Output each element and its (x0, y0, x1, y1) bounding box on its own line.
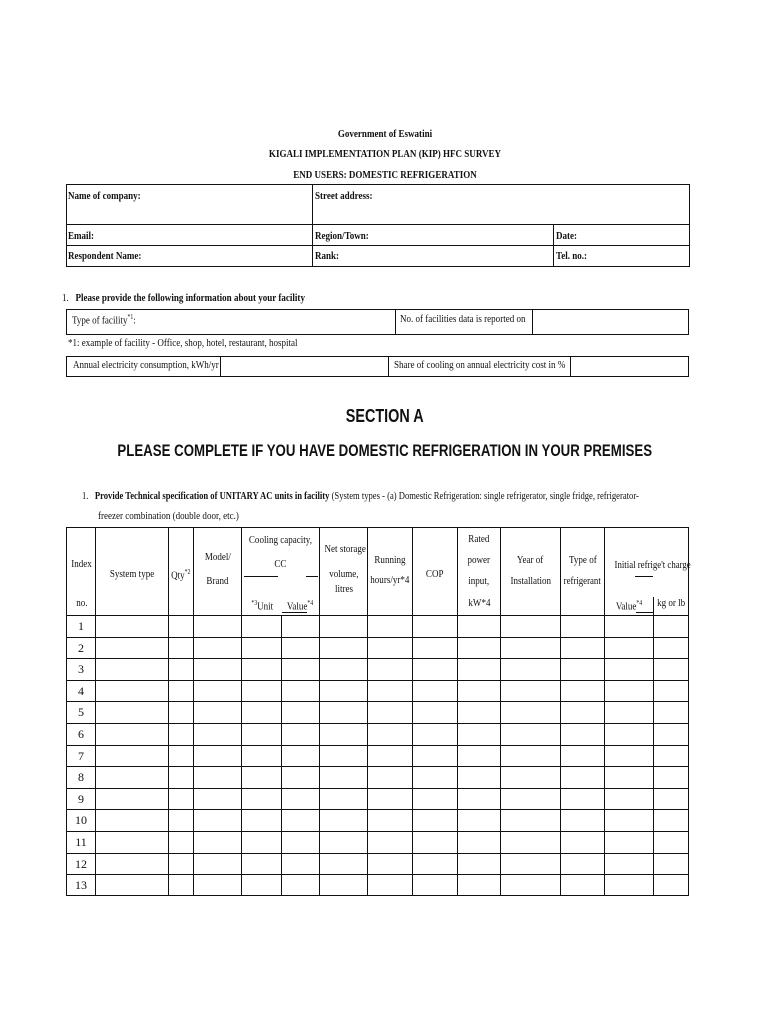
header-input: input, (468, 575, 490, 587)
question-1-text-cont: freezer combination (double door, etc.) (98, 510, 239, 522)
header-cooling-capacity: Cooling capacity, (248, 534, 312, 546)
header-net-storage: Net storage (324, 543, 366, 555)
table-row (66, 701, 689, 702)
table-row (66, 637, 689, 638)
email-label: Email: (68, 230, 95, 242)
header-running-hours: hours/yr*4 (370, 574, 410, 586)
row-index: 11 (75, 835, 87, 849)
row-index: 4 (78, 683, 84, 698)
survey-subtitle: END USERS: DOMESTIC REFRIGERATION (293, 169, 477, 181)
government-title: Government of Eswatini (337, 128, 433, 140)
row-index: 9 (78, 791, 84, 806)
row-index: 6 (78, 727, 84, 741)
question-1-text: 1. Provide Technical specification of UNITARY AC units in facility (System types - (a) Domestic Refrigeration: single refrigerator, single fridge, refrigerator- (82, 490, 639, 502)
header-index: Index (71, 558, 92, 570)
facility-count-label: No. of facilities data is reported on (400, 313, 526, 325)
header-litres: litres (334, 583, 353, 595)
header-index-no: no. (75, 597, 88, 609)
table-row (66, 745, 689, 746)
row-index: 10 (75, 813, 87, 828)
survey-title: KIGALI IMPLEMENTATION PLAN (KIP) HFC SURVEY (268, 148, 502, 160)
header-running: Running (374, 554, 406, 566)
rank-label: Rank: (315, 250, 340, 262)
section-subtitle: PLEASE COMPLETE IF YOU HAVE DOMESTIC REFRIGERATION IN YOUR PREMISES (117, 441, 653, 460)
row-index: 13 (75, 878, 87, 893)
header-cop: COP (426, 568, 444, 580)
header-unit: $^{*3}$Unit (251, 599, 273, 613)
header-rated: Rated (468, 533, 490, 545)
row-index: 3 (78, 662, 84, 677)
table-row (66, 831, 689, 832)
company-name-label: Name of company: (68, 190, 141, 202)
tel-label: Tel. no.: (556, 250, 587, 262)
table-row (66, 853, 689, 854)
header-power: power (467, 554, 491, 566)
section-title: SECTION A (346, 406, 424, 426)
row-index: 2 (78, 640, 84, 655)
facility-footnote: *1: example of facility - Office, shop, hotel, restaurant, hospital (68, 337, 298, 349)
header-kw: kW*4 (467, 597, 491, 609)
facility-type-label: Type of facility$^{*1}$: (72, 313, 136, 327)
row-index: 12 (75, 856, 87, 871)
header-refrigerant: refrigerant (563, 575, 602, 587)
electricity-label: Annual electricity consumption, kWh/yr (73, 359, 219, 371)
table-row (66, 874, 689, 875)
facility-question: 1. Please provide the following information about your facility (62, 292, 305, 304)
date-label: Date: (556, 230, 578, 242)
header-cc: CC (273, 558, 287, 570)
table-row (66, 766, 689, 767)
header-volume: volume, (328, 568, 359, 580)
header-initial-charge: Initial refrige't charge (614, 559, 691, 571)
header-qty: Qty$^{*2}$ (171, 568, 191, 582)
region-label: Region/Town: (315, 230, 369, 242)
table-row (66, 680, 689, 681)
header-charge-unit: kg or lb (657, 597, 686, 609)
table-row (66, 615, 689, 616)
header-year-of: Year of (517, 554, 544, 566)
header-system-type: System type (109, 568, 155, 580)
respondent-label: Respondent Name: (68, 250, 142, 262)
header-value: Value$^{*4}$ (287, 599, 314, 613)
facility-type-row (66, 309, 689, 335)
table-row (66, 723, 689, 724)
table-row (66, 658, 689, 659)
row-index: 8 (78, 770, 84, 785)
header-charge-value: Value$^{*4}$ (615, 599, 643, 613)
row-index: 7 (78, 748, 84, 763)
header-installation: Installation (510, 575, 551, 587)
header-brand: Brand (206, 575, 229, 587)
table-row (66, 788, 689, 789)
street-address-label: Street address: (315, 190, 373, 202)
row-index: 1 (78, 619, 84, 633)
cooling-share-label: Share of cooling on annual electricity cost in % (394, 359, 566, 371)
header-type-of: Type of (568, 554, 597, 566)
header-model: Model/ (204, 551, 231, 563)
row-index: 5 (78, 705, 84, 720)
table-row (66, 809, 689, 810)
